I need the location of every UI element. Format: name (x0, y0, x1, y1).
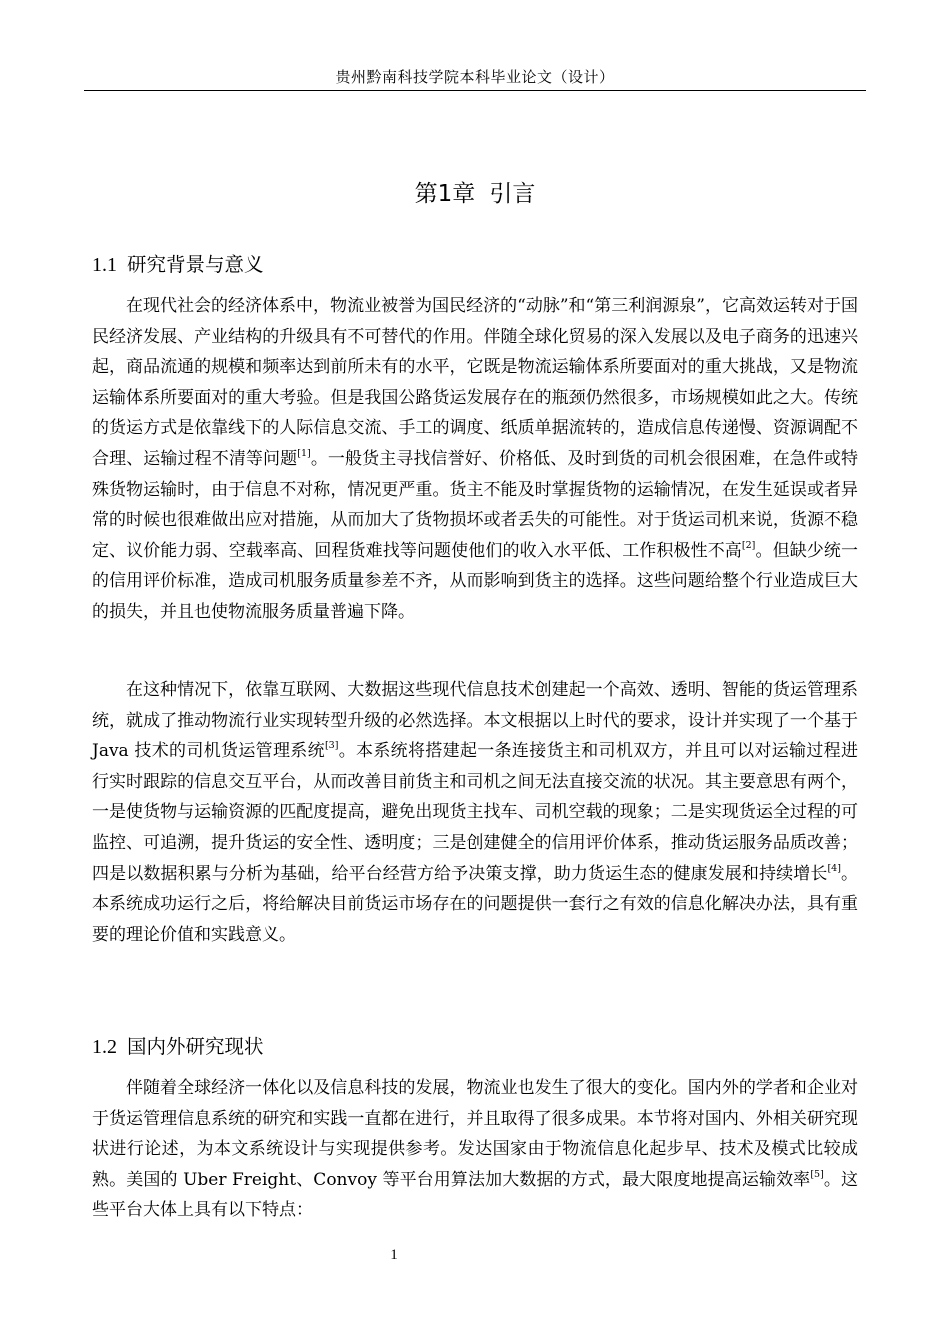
body-paragraph (92, 675, 858, 950)
body-paragraph (92, 1073, 858, 1226)
running-header: 贵州黔南科技学院本科毕业论文（设计） (335, 68, 615, 86)
body-paragraph (92, 291, 858, 628)
section-number: 1.2 (92, 1036, 117, 1058)
section-heading-1-2 (92, 1032, 264, 1062)
citation-ref: [5] (810, 1168, 824, 1180)
section-number: 1.1 (92, 254, 117, 276)
citation-ref: [4] (827, 862, 841, 874)
citation-ref: [2] (741, 539, 756, 551)
page-number: 1 (390, 1247, 398, 1263)
section-title-text: 研究背景与意义 (127, 253, 264, 276)
citation-ref: [1] (297, 447, 311, 459)
section-heading-1-1 (92, 250, 264, 280)
paragraph-text: 。这些平台大体上具有以下特点： (92, 1169, 859, 1221)
chapter-number: 第1章 (414, 181, 476, 207)
citation-ref: [3] (324, 740, 339, 752)
chapter-title (84, 177, 866, 211)
section-title-text: 国内外研究现状 (127, 1035, 264, 1058)
chapter-name: 引言 (489, 181, 536, 207)
header-rule (84, 90, 866, 91)
paragraph-text: 在现代社会的经济体系中，物流业被誉为国民经济的“动脉”和“第三利润源泉”，它高效运转对于国民经济发展、产业结构的升级具有不可替代的作用。伴随全球化贸易的深入发展以及电子商务的迅速兴起，商品流通的规模和频率达到前所未有的水平，它既是物流运输体系所要面对的重大挑战，又是物流运输体系所要面对的重大考验。但是我国公路货运发展存在的瓶颈仍然很多，市场规模如此之大。传统的货运方式是依靠线下的人际信息交流、手工的调度、纸质单据流转的，造成信息传递慢、资源调配不合理、运输过程不清等问题 (92, 296, 858, 469)
paragraph-text: 。一般货主寻找信誉好、价格低、及时到货的司机会很困难，在急件或特殊货物运输时，由于信息不对称，情况更严重。货主不能及时掌握货物的运输情况，在发生延误或者异常的时候也很难做出应对措施，从而加大了货物损坏或者丢失的可能性。对于货运司机来说，货源不稳定、议价能力弱、空载率高、回程货难找等问题使他们的收入水平低、工作积极性不高 (92, 448, 859, 561)
paragraph-text: 。但缺少统一的信用评价标准，造成司机服务质量参差不齐，从而影响到货主的选择。这些问题给整个行业造成巨大的损失，并且也使物流服务质量普遍下降。 (92, 540, 859, 622)
paragraph-text: 伴随着全球经济一体化以及信息科技的发展，物流业也发生了很大的变化。国内外的学者和企业对于货运管理信息系统的研究和实践一直都在进行，并且取得了很多成果。本节将对国内、外相关研究现状进行论述，为本文系统设计与实现提供参考。发达国家由于物流信息化起步早、技术及模式比较成熟。美国的 Uber Freight、Convoy 等平台用算法加大数据的方式，最大限度地提高运输效率 (92, 1078, 858, 1190)
paragraph-text: 。本系统将搭建起一条连接货主和司机双方，并且可以对运输过程进行实时跟踪的信息交互平台，从而改善目前货主和司机之间无法直接交流的状况。其主要意思有两个，一是使货物与运输资源的匹配度提高，避免出现货主找车、司机空载的现象；二是实现货运全过程的可监控、可追溯，提升货运的安全性、透明度；三是创建健全的信用评价体系，推动货运服务品质改善；四是以数据积累与分析为基础，给平台经营方给予决策支撑，助力货运生态的健康发展和持续增长 (92, 741, 859, 884)
paragraph-text: 在这种情况下，依靠互联网、大数据这些现代信息技术创建起一个高效、透明、智能的货运管理系统，就成了推动物流行业实现转型升级的必然选择。本文根据以上时代的要求，设计并实现了一个基于 Java 技术的司机货运管理系统 (92, 680, 858, 762)
paragraph-text: 。本系统成功运行之后，将给解决目前货运市场存在的问题提供一套行之有效的信息化解决办法，具有重要的理论价值和实践意义。 (92, 863, 859, 945)
